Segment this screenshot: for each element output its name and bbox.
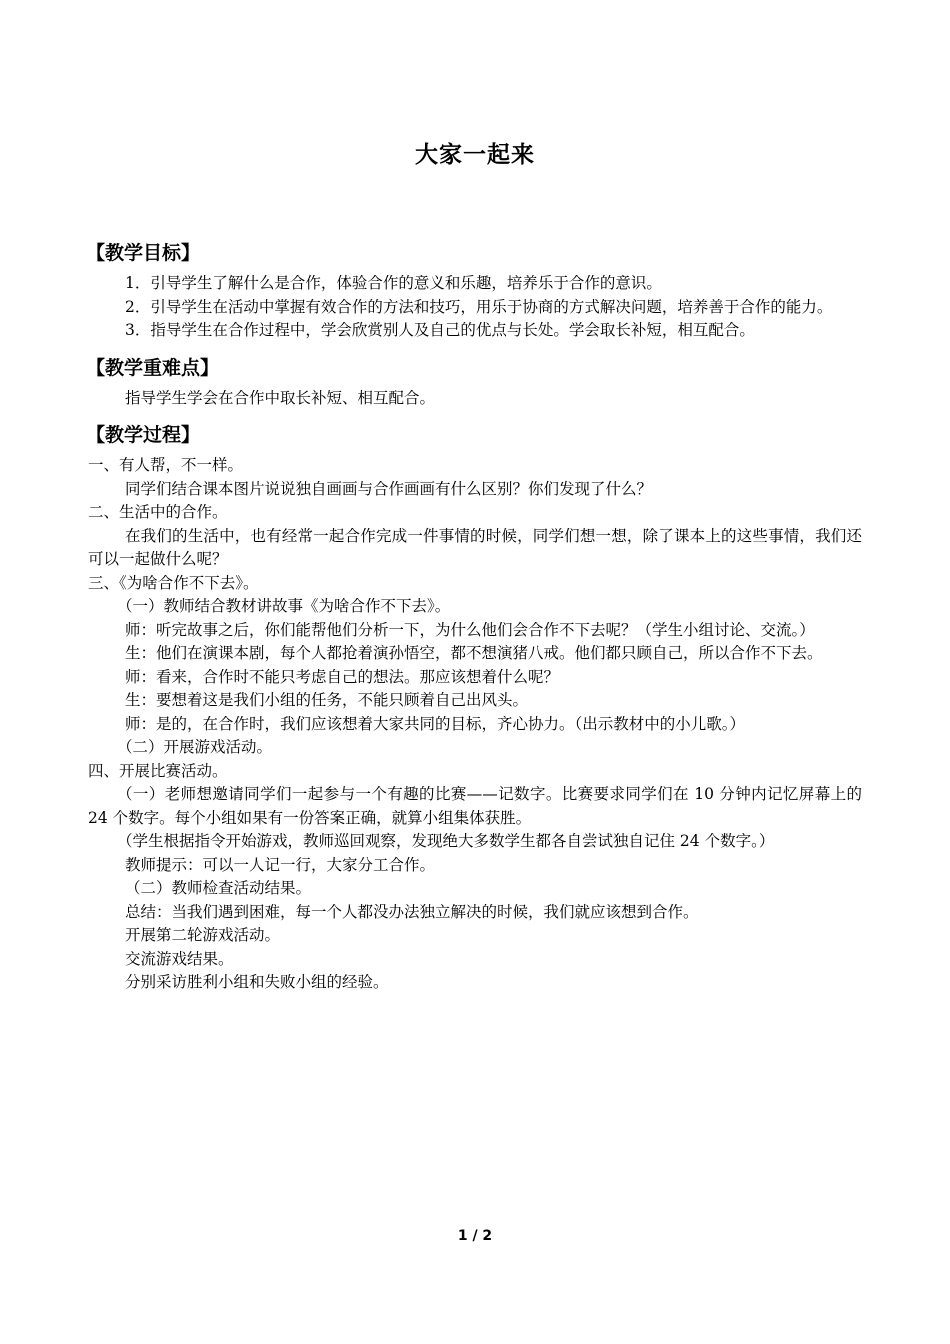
process-sub-step: （一）教师结合教材讲故事《为啥合作不下去》。 [117, 597, 451, 615]
process-paragraph: （学生根据指令开始游戏，教师巡回观察，发现绝大多数学生都各自尝试独自记住 24 个数字。） [117, 832, 775, 850]
process-paragraph: 分别采访胜利小组和失败小组的经验。 [125, 973, 389, 991]
process-paragraph: 生：他们在演课本剧，每个人都抢着演孙悟空，都不想演猪八戒。他们都只顾自己，所以合作不下去。 [125, 644, 823, 662]
process-step-heading: 三、《为啥合作不下去》。 [88, 573, 259, 592]
document-title: 大家一起来 [415, 142, 535, 168]
page-number: 1 / 2 [457, 1228, 493, 1244]
process-paragraph: 生：要想着这是我们小组的任务，不能只顾着自己出风头。 [125, 691, 529, 709]
process-step-heading: 一、有人帮，不一样。 [88, 456, 244, 474]
process-paragraph: 总结：当我们遇到困难，每一个人都没办法独立解决的时候，我们就应该想到合作。 [125, 902, 699, 921]
goal-item: 1．引导学生了解什么是合作，体验合作的意义和乐趣，培养乐于合作的意识。 [125, 274, 662, 292]
process-paragraph: 同学们结合课本图片说说独自画画与合作画画有什么区别？你们发现了什么？ [125, 479, 653, 498]
key-points-text: 指导学生学会在合作中取长补短、相互配合。 [125, 388, 436, 407]
section-heading-key-points: 【教学重难点】 [86, 356, 220, 379]
process-paragraph: 师：看来，合作时不能只考虑自己的想法。那应该想着什么呢？ [125, 667, 560, 686]
process-paragraph: 师：听完故事之后，你们能帮他们分析一下，为什么他们会合作不下去呢？（学生小组讨论、交流。） [125, 620, 815, 639]
section-heading-process: 【教学过程】 [86, 424, 201, 446]
document-body [88, 238, 862, 995]
process-sub-step: （一）老师想邀请同学们一起参与一个有趣的比赛——记数字。比赛要求同学们在 10 分钟内记忆屏幕上的 24 个数字。每个小组如果有一份答案正确，就算小组集体获胜。 [88, 785, 862, 827]
section-heading-goals: 【教学目标】 [86, 242, 201, 264]
process-paragraph: 教师提示：可以一人记一行，大家分工合作。 [125, 855, 436, 874]
goal-item: 2．引导学生在活动中掌握有效合作的方法和技巧，用乐于协商的方式解决问题，培养善于合作的能力。 [125, 297, 833, 316]
process-paragraph: 师：是的，在合作时，我们应该想着大家共同的目标，齐心协力。（出示教材中的小儿歌。） [125, 714, 746, 733]
process-paragraph: 交流游戏结果。 [125, 949, 234, 968]
process-paragraph: 开展第二轮游戏活动。 [125, 926, 281, 944]
process-sub-step: （二）教师检查活动结果。 [125, 879, 312, 897]
process-paragraph: 在我们的生活中，也有经常一起合作完成一件事情的时候，同学们想一想，除了课本上的这些事情，我们还可以一起做什么呢？ [88, 526, 862, 568]
process-step-heading: 四、开展比赛活动。 [88, 761, 228, 780]
process-sub-step: （二）开展游戏活动。 [117, 738, 273, 756]
goal-item: 3．指导学生在合作过程中，学会欣赏别人及自己的优点与长处。学会取长补短，相互配合。 [125, 321, 755, 339]
process-step-heading: 二、生活中的合作。 [88, 503, 228, 521]
